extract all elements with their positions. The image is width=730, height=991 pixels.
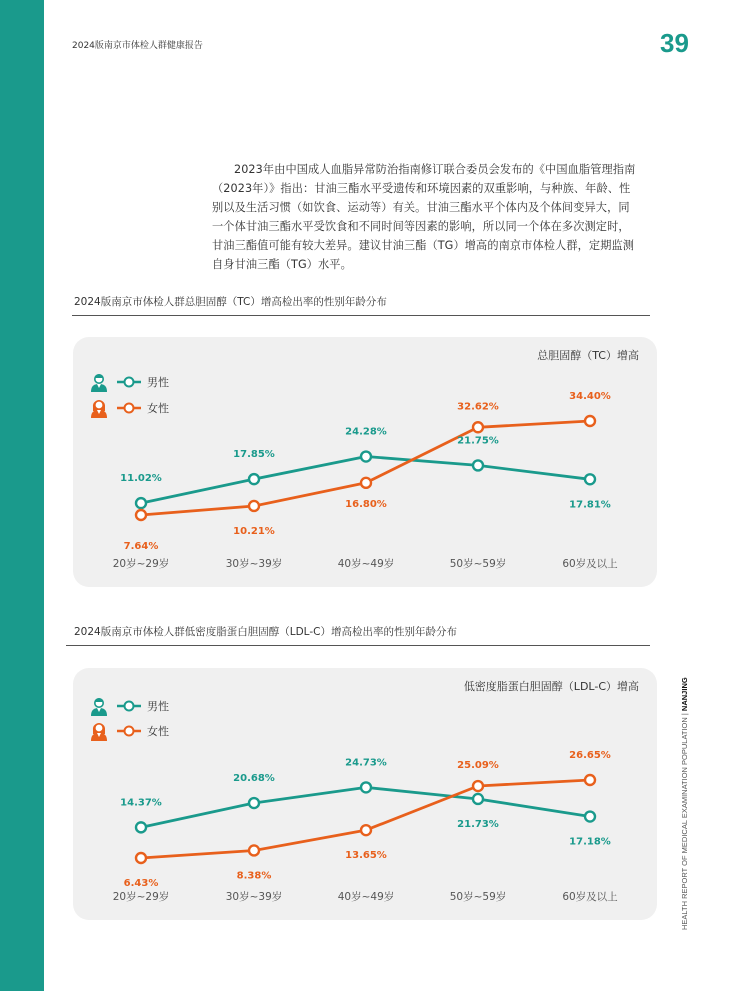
data-label: 17.81% <box>569 499 611 511</box>
chart-panel-tc <box>73 337 657 587</box>
data-point <box>249 845 259 855</box>
side-vertical-caption <box>680 677 694 930</box>
male-icon <box>91 698 107 716</box>
person-icon-head <box>95 724 103 732</box>
chart-tc <box>73 337 657 587</box>
legend-label: 男性 <box>147 700 169 713</box>
data-point <box>136 510 146 520</box>
data-label: 17.18% <box>569 836 611 848</box>
data-label: 14.37% <box>120 797 162 809</box>
data-label: 17.85% <box>233 449 275 461</box>
data-label: 16.80% <box>345 498 387 510</box>
data-point <box>585 474 595 484</box>
x-tick-label: 40岁~49岁 <box>337 891 395 903</box>
data-label: 21.73% <box>457 818 499 830</box>
data-label: 11.02% <box>120 473 162 485</box>
data-label: 24.28% <box>345 426 387 438</box>
side-caption-city: NANJING <box>680 677 689 712</box>
data-point <box>361 782 371 792</box>
female-icon <box>91 723 107 741</box>
data-point <box>361 452 371 462</box>
data-point <box>361 825 371 835</box>
chart-title: 总胆固醇（TC）增高 <box>537 349 639 362</box>
data-point <box>585 812 595 822</box>
data-point <box>473 422 483 432</box>
data-point <box>361 478 371 488</box>
section-rule-tc <box>72 315 650 316</box>
section-rule-ldl <box>66 645 650 646</box>
chart-ldl <box>73 668 657 920</box>
data-point <box>473 794 483 804</box>
x-tick-label: 60岁及以上 <box>562 891 618 903</box>
data-point <box>136 498 146 508</box>
x-tick-label: 60岁及以上 <box>562 558 618 570</box>
data-label: 8.38% <box>236 870 272 882</box>
page-number: 39 <box>660 28 689 58</box>
x-tick-label: 20岁~29岁 <box>112 558 170 570</box>
data-label: 10.21% <box>233 525 275 537</box>
legend-label: 女性 <box>147 725 169 738</box>
data-point <box>136 822 146 832</box>
data-point <box>249 501 259 511</box>
legend-label: 男性 <box>147 376 169 389</box>
legend-marker <box>125 702 134 711</box>
data-point <box>136 853 146 863</box>
data-point <box>585 775 595 785</box>
x-tick-label: 50岁~59岁 <box>449 891 507 903</box>
x-tick-label: 20岁~29岁 <box>112 891 170 903</box>
data-point <box>585 416 595 426</box>
legend-marker <box>125 378 134 387</box>
left-sidebar-band <box>0 0 44 991</box>
legend-marker <box>125 727 134 736</box>
data-label: 25.09% <box>457 760 499 772</box>
section-title-ldl: 2024版南京市体检人群低密度脂蛋白胆固醇（LDL-C）增高检出率的性别年龄分布 <box>74 626 457 638</box>
data-label: 34.40% <box>569 391 611 402</box>
data-label: 21.75% <box>457 435 499 447</box>
data-label: 7.64% <box>123 541 159 552</box>
legend-marker <box>125 404 134 413</box>
male-icon <box>91 374 107 392</box>
data-point <box>473 460 483 470</box>
data-label: 26.65% <box>569 750 611 761</box>
data-point <box>249 798 259 808</box>
legend-label: 女性 <box>147 402 169 415</box>
section-title-tc: 2024版南京市体检人群总胆固醇（TC）增高检出率的性别年龄分布 <box>74 296 387 308</box>
report-header-title: 2024版南京市体检人群健康报告 <box>72 41 203 51</box>
data-label: 6.43% <box>123 878 159 889</box>
side-caption-text: HEALTH REPORT OF MEDICAL EXAMINATION POPULATION | <box>680 711 689 930</box>
x-tick-label: 30岁~39岁 <box>225 558 283 570</box>
data-label: 32.62% <box>457 401 499 413</box>
person-icon-head <box>95 401 103 409</box>
chart-title: 低密度脂蛋白胆固醇（LDL-C）增高 <box>463 680 639 693</box>
intro-paragraph: 2023年由中国成人血脂异常防治指南修订联合委员会发布的《中国血脂管理指南（2023年）》指出：甘油三酯水平受遗传和环境因素的双重影响，与种族、年龄、性别以及生活习惯（如饮食、运动等）有关。甘油三酯水平个体内及个体间变异大，同一个体甘油三酯水平受饮食和不同时间等因素的影响，所以同一个体在多次测定时，甘油三酯值可能有较大差异。建议甘油三酯（TG）增高的南京市体检人群，定期监测自身甘油三酯（TG）水平。 <box>212 163 636 271</box>
data-label: 24.73% <box>345 757 387 769</box>
male-icon-hair <box>95 698 104 702</box>
data-point <box>473 781 483 791</box>
chart-panel-ldl <box>73 668 657 920</box>
x-tick-label: 30岁~39岁 <box>225 891 283 903</box>
data-point <box>249 474 259 484</box>
female-icon <box>91 400 107 418</box>
data-label: 20.68% <box>233 773 275 785</box>
x-tick-label: 50岁~59岁 <box>449 558 507 570</box>
male-icon-hair <box>95 374 104 378</box>
x-tick-label: 40岁~49岁 <box>337 558 395 570</box>
data-label: 13.65% <box>345 850 387 862</box>
